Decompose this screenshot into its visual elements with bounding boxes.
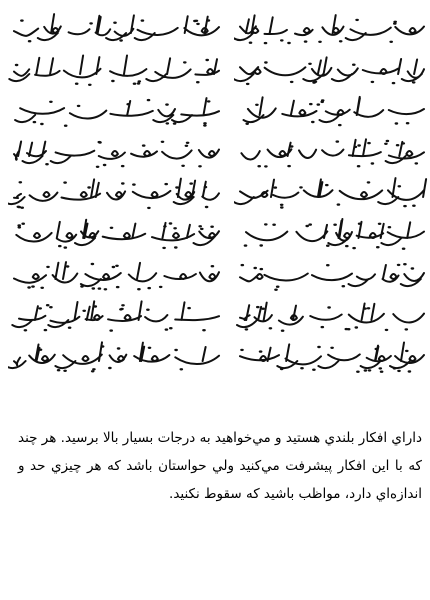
nuqta-dot [163, 225, 167, 227]
nuqta-dot [169, 222, 173, 224]
nuqta-dot [314, 81, 318, 83]
nuqta-dot [96, 166, 100, 168]
nuqta-dot [89, 22, 93, 24]
nuqta-dot [162, 247, 166, 249]
nuqta-dot [274, 289, 278, 291]
nuqta-dot [408, 370, 412, 372]
nuqta-dot [148, 347, 152, 349]
nuqta-dot [109, 329, 113, 331]
nuqta-dot [317, 103, 321, 105]
nuqta-dot [198, 225, 202, 227]
calligraphy-drawing [234, 92, 428, 128]
nuqta-dot [405, 328, 409, 330]
nuqta-dot [173, 227, 177, 229]
nuqta-dot [245, 328, 249, 330]
nuqta-dot [169, 327, 173, 329]
nuqta-dot [104, 288, 108, 290]
nuqta-dot [299, 186, 303, 188]
nuqta-dot [355, 326, 359, 328]
hemistich-left [8, 133, 223, 169]
calligraphy-manuscript [0, 10, 430, 388]
hemistich-right [234, 133, 428, 169]
nuqta-dot [240, 349, 244, 351]
nuqta-dot [342, 285, 346, 287]
nuqta-dot [19, 181, 23, 183]
verse-row [0, 133, 430, 169]
nuqta-dot [256, 306, 260, 308]
nuqta-dot [398, 185, 402, 187]
nuqta-dot [87, 186, 91, 188]
nuqta-dot [204, 186, 208, 188]
nuqta-dot [378, 223, 382, 225]
nuqta-dot [115, 265, 119, 267]
calligraphy-strokes [240, 343, 424, 369]
calligraphy-strokes [241, 139, 424, 163]
nuqta-dot [94, 305, 98, 307]
nuqta-dot [244, 244, 248, 246]
nuqta-dot [367, 142, 371, 144]
nuqta-dot [264, 42, 268, 44]
nuqta-dot [200, 228, 204, 230]
nuqta-dot [325, 184, 329, 186]
nuqta-dot [264, 165, 268, 167]
nuqta-dot [357, 165, 361, 167]
nuqta-dot [207, 100, 211, 102]
nuqta-dot [290, 81, 294, 83]
nuqta-dot [320, 101, 324, 103]
nuqta-dot [196, 81, 200, 83]
nuqta-dot [68, 327, 72, 329]
nuqta-dot [402, 248, 406, 250]
nuqta-dot [210, 226, 214, 228]
verse-row [0, 51, 430, 87]
nuqta-dot [133, 83, 137, 85]
nuqta-dot [412, 205, 416, 207]
nuqta-dot [185, 145, 189, 147]
nuqta-dot [406, 122, 410, 124]
nuqta-dot [269, 327, 273, 329]
nuqta-dot [164, 183, 168, 185]
nuqta-dot [375, 348, 379, 350]
nuqta-dot [166, 122, 170, 124]
nuqta-dot [412, 81, 416, 83]
nuqta-dot [77, 105, 81, 107]
nuqta-dot [116, 286, 120, 288]
calligraphy-drawing [8, 133, 223, 169]
nuqta-dot [411, 267, 415, 269]
nuqta-dot [280, 204, 284, 206]
nuqta-dot [384, 143, 388, 145]
nuqta-dot [355, 19, 359, 21]
verse-row [0, 297, 430, 333]
nuqta-dot [63, 370, 67, 372]
nuqta-dot [255, 104, 259, 106]
nuqta-dot [46, 304, 50, 306]
nuqta-dot [195, 20, 199, 22]
nuqta-dot [101, 345, 105, 347]
nuqta-dot [339, 40, 343, 42]
calligraphy-strokes [14, 14, 219, 40]
nuqta-dot [371, 81, 375, 83]
nuqta-dot [245, 123, 249, 125]
nuqta-dot [38, 307, 42, 309]
nuqta-dot [46, 266, 50, 268]
nuqta-dot [147, 99, 151, 101]
nuqta-dot [82, 310, 86, 312]
nuqta-dot [363, 307, 367, 309]
nuqta-dot [103, 164, 107, 166]
hemistich-left [8, 256, 223, 292]
nuqta-dot [121, 304, 125, 306]
nuqta-dot [392, 82, 396, 84]
calligraphy-drawing [234, 215, 428, 251]
nuqta-dot [175, 186, 179, 188]
nuqta-dot [264, 61, 268, 63]
nuqta-dot [40, 287, 44, 289]
nuqta-dot [393, 367, 397, 369]
nuqta-dot [276, 286, 280, 288]
nuqta-dot [253, 267, 257, 269]
nuqta-dot [92, 287, 96, 289]
nuqta-dot [389, 41, 393, 43]
nuqta-dot [63, 181, 67, 183]
nuqta-dot [280, 39, 284, 41]
calligraphy-strokes [234, 15, 424, 40]
hemistich-left [8, 51, 223, 87]
nuqta-dot [308, 223, 312, 225]
calligraphy-drawing [8, 174, 223, 210]
nuqta-dot [28, 40, 32, 42]
calligraphy-strokes [234, 178, 426, 204]
nuqta-dot [183, 61, 187, 63]
nuqta-dot [181, 165, 185, 167]
nuqta-dot [305, 225, 309, 227]
calligraphy-drawing [234, 297, 428, 333]
nuqta-dot [64, 246, 68, 248]
nuqta-dot [121, 182, 125, 184]
nuqta-dot [203, 124, 207, 126]
nuqta-dot [352, 64, 356, 66]
nuqta-dot [274, 186, 278, 188]
hemistich-right [234, 256, 428, 292]
nuqta-dot [287, 42, 291, 44]
nuqta-dot [91, 370, 95, 372]
nuqta-dot [397, 264, 401, 266]
nuqta-dot [327, 306, 331, 308]
nuqta-dot [405, 350, 409, 352]
hemistich-left [8, 92, 223, 128]
nuqta-dot [202, 329, 206, 331]
calligraphy-strokes [14, 142, 219, 164]
nuqta-dot [272, 224, 276, 226]
nuqta-dot [207, 19, 211, 21]
nuqta-dot [367, 181, 371, 183]
nuqta-dot [137, 288, 141, 290]
nuqta-dot [49, 101, 53, 103]
nuqta-dot [98, 287, 102, 289]
calligraphy-strokes [246, 219, 424, 245]
calligraphy-strokes [244, 97, 425, 122]
nuqta-dot [110, 227, 114, 229]
hemistich-right [234, 338, 428, 374]
hemistich-left [8, 338, 223, 374]
nuqta-dot [24, 329, 28, 331]
nuqta-dot [17, 206, 21, 208]
nuqta-dot [415, 162, 419, 164]
nuqta-dot [345, 328, 349, 330]
nuqta-dot [20, 19, 24, 21]
nuqta-dot [111, 80, 115, 82]
nuqta-dot [40, 123, 44, 125]
calligraphy-drawing [8, 51, 223, 87]
calligraphy-drawing [234, 256, 428, 292]
calligraphy-strokes [237, 303, 424, 328]
nuqta-dot [18, 226, 22, 228]
nuqta-dot [113, 22, 117, 24]
nuqta-dot [379, 367, 383, 369]
hemistich-right [234, 297, 428, 333]
nuqta-dot [380, 371, 384, 373]
nuqta-dot [338, 124, 342, 126]
calligraphy-drawing [8, 256, 223, 292]
nuqta-dot [281, 330, 285, 332]
nuqta-dot [198, 165, 202, 167]
verse-row [0, 256, 430, 292]
nuqta-dot [368, 369, 372, 371]
nuqta-dot [403, 205, 407, 207]
nuqta-dot [280, 206, 284, 208]
nuqta-dot [33, 121, 37, 123]
nuqta-dot [257, 165, 261, 167]
nuqta-dot [249, 42, 253, 44]
nuqta-dot [108, 367, 112, 369]
nuqta-dot [336, 140, 340, 142]
nuqta-dot [132, 183, 136, 185]
calligraphy-strokes [240, 265, 424, 286]
nuqta-dot [159, 286, 163, 288]
nuqta-dot [317, 346, 321, 348]
nuqta-dot [15, 64, 19, 66]
nuqta-dot [403, 263, 407, 265]
hemistich-left [8, 174, 223, 210]
nuqta-dot [138, 80, 142, 82]
nuqta-dot [326, 264, 330, 266]
hemistich-left [8, 10, 223, 46]
nuqta-dot [80, 285, 84, 287]
nuqta-dot [147, 287, 151, 289]
nuqta-dot [57, 369, 61, 371]
calligraphy-drawing [234, 174, 428, 210]
calligraphy-strokes [12, 301, 219, 327]
nuqta-dot [64, 125, 68, 127]
nuqta-dot [44, 329, 48, 331]
nuqta-dot [173, 122, 177, 124]
calligraphy-drawing [8, 92, 223, 128]
nuqta-dot [333, 224, 337, 226]
calligraphy-strokes [16, 220, 219, 245]
calligraphy-drawing [8, 338, 223, 374]
nuqta-dot [45, 163, 49, 165]
hemistich-right [234, 215, 428, 251]
verse-row [0, 92, 430, 128]
nuqta-dot [330, 347, 334, 349]
nuqta-dot [49, 306, 53, 308]
nuqta-dot [39, 349, 43, 351]
nuqta-dot [259, 244, 263, 246]
nuqta-dot [264, 223, 268, 225]
nuqta-dot [260, 268, 264, 270]
nuqta-dot [304, 40, 308, 42]
nuqta-dot [396, 144, 400, 146]
nuqta-dot [58, 245, 62, 247]
nuqta-dot [174, 349, 178, 351]
nuqta-dot [261, 308, 265, 310]
nuqta-dot [397, 370, 401, 372]
nuqta-dot [364, 369, 368, 371]
hemistich-right [234, 51, 428, 87]
calligraphy-strokes [234, 57, 424, 81]
nuqta-dot [161, 141, 165, 143]
nuqta-dot [141, 19, 145, 21]
calligraphy-drawing [8, 297, 223, 333]
nuqta-dot [146, 309, 150, 311]
nuqta-dot [119, 308, 123, 310]
nuqta-dot [211, 265, 215, 267]
nuqta-dot [91, 263, 95, 265]
nuqta-dot [280, 368, 284, 370]
nuqta-dot [326, 245, 330, 247]
nuqta-dot [137, 82, 141, 84]
nuqta-dot [354, 146, 358, 148]
nuqta-dot [165, 103, 169, 105]
nuqta-dot [117, 347, 121, 349]
nuqta-dot [395, 122, 399, 124]
nuqta-dot [308, 63, 312, 65]
nuqta-dot [174, 246, 178, 248]
nuqta-dot [21, 223, 25, 225]
nuqta-dot [290, 145, 294, 147]
nuqta-dot [358, 223, 362, 225]
nuqta-dot [142, 144, 146, 146]
calligraphy-drawing [8, 10, 223, 46]
hemistich-left [8, 297, 223, 333]
calligraphy-strokes [8, 342, 219, 368]
nuqta-dot [165, 328, 169, 330]
nuqta-dot [367, 307, 371, 309]
nuqta-dot [112, 266, 116, 268]
nuqta-dot [321, 326, 325, 328]
hemistich-left [8, 215, 223, 251]
nuqta-dot [357, 144, 361, 146]
verse-row [0, 174, 430, 210]
nuqta-dot [203, 122, 207, 124]
verse-row [0, 338, 430, 374]
nuqta-dot [66, 265, 70, 267]
hemistich-right [234, 174, 428, 210]
nuqta-dot [309, 103, 313, 105]
nuqta-dot [388, 226, 392, 228]
nuqta-dot [180, 368, 184, 370]
nuqta-dot [300, 367, 304, 369]
nuqta-dot [352, 247, 356, 249]
nuqta-dot [311, 121, 315, 123]
nuqta-dot [402, 142, 406, 144]
nuqta-dot [246, 83, 250, 85]
nuqta-dot [121, 165, 125, 167]
calligraphy-drawing [234, 51, 428, 87]
nuqta-dot [345, 245, 349, 247]
nuqta-dot [189, 182, 193, 184]
nuqta-dot [147, 207, 151, 209]
nuqta-dot [27, 286, 31, 288]
nuqta-dot [31, 285, 35, 287]
nuqta-dot [386, 140, 390, 142]
nuqta-dot [312, 369, 316, 371]
nuqta-dot [287, 165, 291, 167]
nuqta-dot [259, 350, 263, 352]
nuqta-dot [393, 21, 397, 23]
nuqta-dot [318, 41, 322, 43]
calligraphy-strokes [8, 179, 219, 205]
nuqta-dot [385, 329, 389, 331]
verse-row [0, 215, 430, 251]
nuqta-dot [356, 371, 360, 373]
nuqta-dot [205, 59, 209, 61]
nuqta-dot [376, 246, 380, 248]
nuqta-dot [126, 103, 130, 105]
verse-row [0, 10, 430, 46]
calligraphy-strokes [15, 98, 219, 122]
nuqta-dot [119, 39, 123, 41]
nuqta-dot [196, 23, 200, 25]
hemistich-right [234, 10, 428, 46]
calligraphy-drawing [8, 215, 223, 251]
nuqta-dot [205, 206, 209, 208]
nuqta-dot [187, 307, 191, 309]
nuqta-dot [186, 142, 190, 144]
nuqta-dot [98, 141, 102, 143]
nuqta-dot [75, 83, 79, 85]
calligraphy-drawing [234, 10, 428, 46]
interpretation-paragraph: داراي افكار بلندي هستيد و مي‌خواهيد به درجات بسيار بالا برسيد. هر چند كه با اين افكار پيشرفت مي‌كنيد ولي حواستان باشد كه هر چيزي حد و اندازه‌اي دارد، مواظب باشيد كه سقوط نكنيد. [18, 430, 422, 502]
calligraphy-strokes [9, 56, 219, 82]
calligraphy-drawing [234, 338, 428, 374]
calligraphy-drawing [234, 133, 428, 169]
nuqta-dot [371, 162, 375, 164]
nuqta-dot [241, 264, 245, 266]
nuqta-dot [88, 84, 92, 86]
nuqta-dot [337, 203, 341, 205]
hemistich-right [234, 92, 428, 128]
